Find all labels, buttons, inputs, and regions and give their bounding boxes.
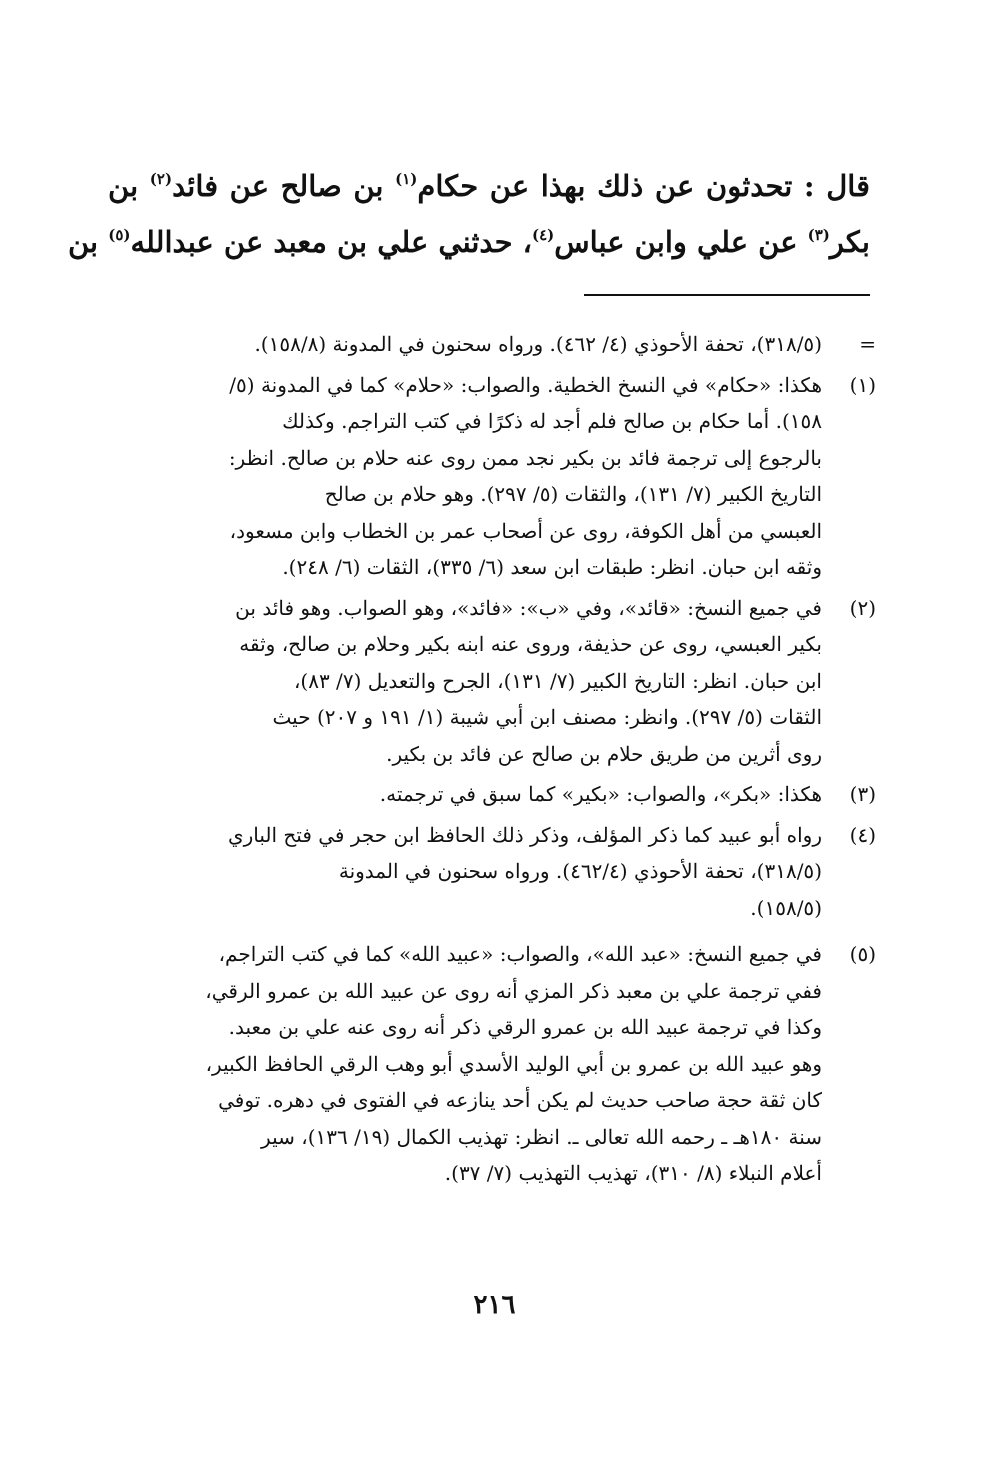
footnote-label: (٣): [849, 782, 876, 806]
main-text-line-2: [67, 214, 870, 270]
main-text-segment: بن صالح عن فائد: [172, 169, 396, 203]
main-text-segment: قال : تحدثون عن ذلك بهذا عن حكام: [417, 169, 871, 203]
footnote-label: =: [859, 332, 876, 356]
main-text-segment: بكر: [829, 225, 870, 259]
footnote-ref-2[interactable]: (٢): [149, 170, 173, 188]
footnotes-section: [112, 326, 884, 1196]
footnote-1: [112, 367, 884, 586]
footnote-ref-3[interactable]: (٣): [807, 226, 830, 244]
footnote-line: التاريخ الكبير (٧/ ١٣١)، والثقات (٥/ ٢٩٧). وهو حلام بن صالح: [324, 482, 822, 506]
footnote-separator-rule: [584, 294, 870, 296]
footnote-label: (٥): [849, 942, 876, 966]
footnote-line: كان ثقة حجة صاحب حديث لم يكن أحد ينازعه في الفتوى في دهره. توفي: [218, 1088, 822, 1112]
footnote-line: ابن حبان. انظر: التاريخ الكبير (٧/ ١٣١)، الجرح والتعديل (٧/ ٨٣)،: [293, 668, 822, 693]
footnote-line: الثقات (٥/ ٢٩٧). وانظر: مصنف ابن أبي شيبة (١/ ١٩١ و ٢٠٧) حيث: [272, 705, 822, 729]
footnote-3: [112, 776, 884, 813]
footnote-ref-5[interactable]: (٥): [108, 226, 131, 244]
footnote-line: أعلام النبلاء (٨/ ٣١٠)، تهذيب التهذيب (٧/ ٣٧).: [444, 1161, 822, 1185]
footnote-line: (١٥٨/٥).: [750, 895, 822, 920]
main-text-line-1: [108, 158, 870, 214]
footnote-line: وثقه ابن حبان. انظر: طبقات ابن سعد (٦/ ٣٣٥)، الثقات (٦/ ٢٤٨).: [282, 555, 822, 579]
footnote-label: (٢): [849, 595, 876, 620]
footnote-line: ففي ترجمة علي بن معبد ذكر المزي أنه روى عن عبيد الله بن عمرو الرقي،: [205, 978, 822, 1003]
footnote-line: بكير العبسي، روى عن حذيفة، وروى عنه ابنه بكير وحلام بن صالح، وثقه: [239, 632, 822, 656]
main-text-segment: عن علي وابن عباس: [554, 225, 808, 259]
main-text-block: [67, 158, 871, 270]
footnote-line: رواه أبو عبيد كما ذكر المؤلف، وذكر ذلك الحافظ ابن حجر في فتح الباري: [227, 822, 822, 847]
footnote-line: هكذا: «بكر»، والصواب: «بكير» كما سبق في ترجمته.: [379, 782, 822, 806]
footnote-line: وكذا في ترجمة عبيد الله بن عمرو الرقي ذكر أنه روى عنه علي بن معبد.: [228, 1015, 822, 1039]
footnote-ref-1[interactable]: (١): [395, 170, 418, 188]
main-text-segment: ، حدثني علي بن معبد عن عبدالله: [130, 225, 532, 259]
footnote-ref-4[interactable]: (٤): [532, 226, 555, 244]
footnote-line: في جميع النسخ: «عبد الله»، والصواب: «عبيد الله» كما في كتب التراجم،: [218, 942, 822, 966]
footnote-line: وهو عبيد الله بن عمرو بن أبي الوليد الأسدي أبو وهب الرقي الحافظ الكبير،: [205, 1051, 822, 1076]
footnote-line: (٣١٨/٥)، تحفة الأحوذي (٤/ ٤٦٢). ورواه سحنون في المدونة (١٥٨/٨).: [254, 332, 822, 356]
footnote-line: ١٥٨). أما حكام بن صالح فلم أجد له ذكرًا في كتب التراجم. وكذلك: [282, 409, 822, 433]
footnote-5: [112, 936, 884, 1192]
footnote-line: بالرجوع إلى ترجمة فائد بن بكير نجد ممن روى عنه حلام بن صالح. انظر:: [228, 445, 822, 470]
main-text-segment: بن: [67, 225, 109, 259]
footnote-line: في جميع النسخ: «قائد»، وفي «ب»: «فائد»، وهو الصواب. وهو فائد بن: [235, 595, 822, 620]
footnote-label: (١): [849, 372, 876, 397]
footnote-4: [112, 817, 884, 927]
footnote-line: هكذا: «حكام» في النسخ الخطية. والصواب: «حلام» كما في المدونة (٥/: [229, 372, 822, 397]
footnote-line: روى أثرين من طريق حلام بن صالح عن فائد بن بكير.: [386, 741, 822, 766]
footnote-line: العبسي من أهل الكوفة، روى عن أصحاب عمر بن الخطاب وابن مسعود،: [229, 518, 822, 543]
footnote-2: [112, 590, 884, 773]
footnote-continuation: [112, 326, 884, 363]
footnote-line: سنة ١٨٠هـ ـ رحمه الله تعالى ـ. انظر: تهذيب الكمال (١٩/ ١٣٦)، سير: [261, 1124, 822, 1149]
main-text-segment: بن: [108, 169, 150, 203]
page-number: ٢١٦: [473, 1290, 516, 1320]
footnote-label: (٤): [849, 822, 876, 847]
footnote-line: (٣١٨/٥)، تحفة الأحوذي (٤٦٢/٤). ورواه سحنون في المدونة: [338, 859, 822, 883]
